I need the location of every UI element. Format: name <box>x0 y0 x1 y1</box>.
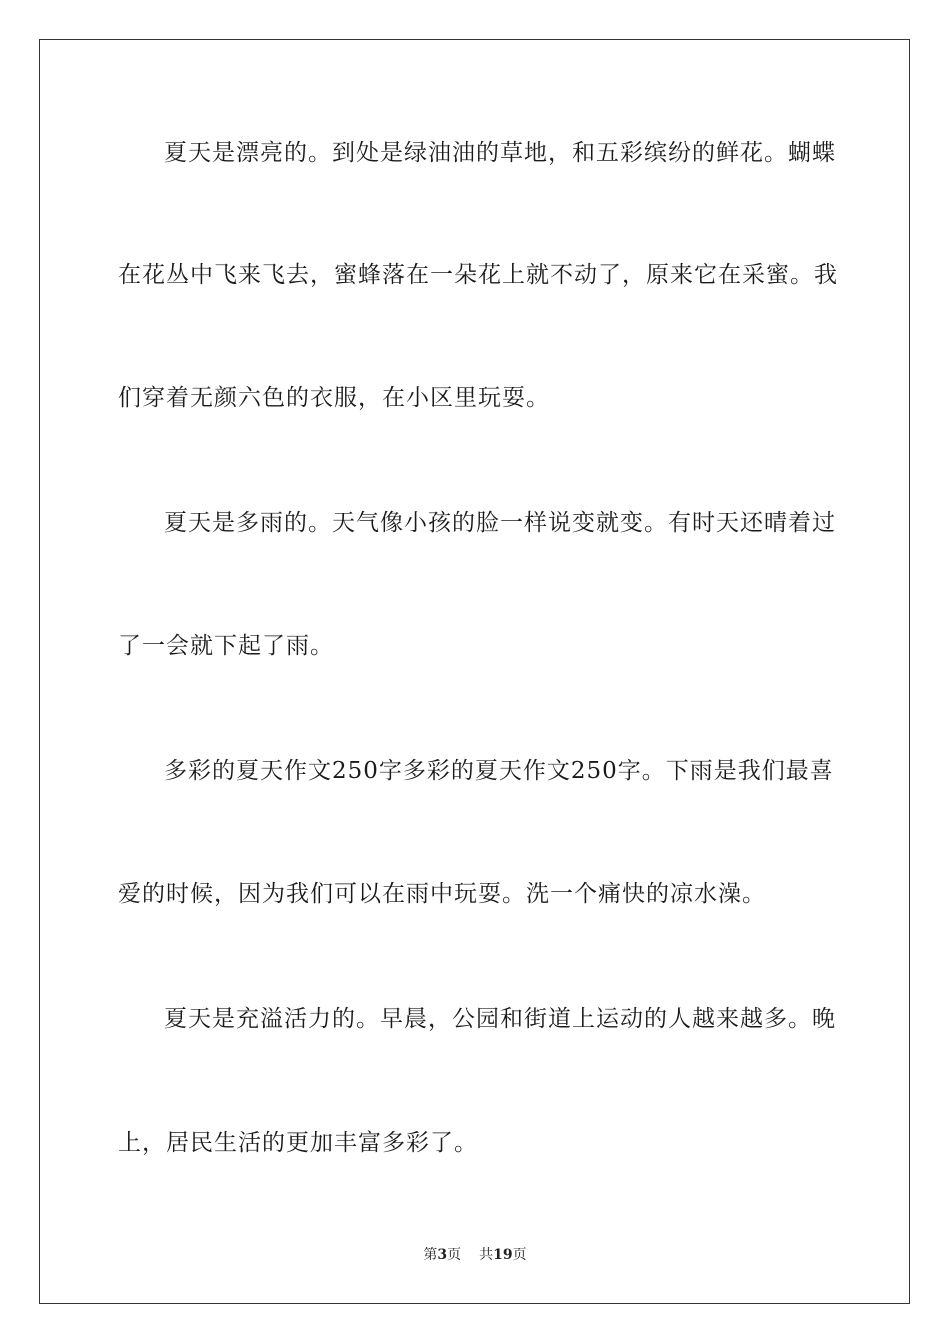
paragraph-1-line-3: 们穿着无颜六色的衣服，在小区里玩耍。 <box>118 385 550 411</box>
paragraph-1-line-2: 在花丛中飞来飞去，蜜蜂落在一朵花上就不动了，原来它在采蜜。我 <box>118 262 838 288</box>
paragraph-3-line-1: 多彩的夏天作文250字多彩的夏天作文250字。下雨是我们最喜 <box>164 758 834 784</box>
total-suffix: 页 <box>512 1247 527 1263</box>
paragraph-2-line-1: 夏天是多雨的。天气像小孩的脸一样说变就变。有时天还晴着过 <box>164 510 836 536</box>
current-page-number: 3 <box>437 1247 448 1263</box>
paragraph-1-line-1: 夏天是漂亮的。到处是绿油油的草地，和五彩缤纷的鲜花。蝴蝶 <box>164 140 836 166</box>
page-suffix: 页 <box>447 1247 462 1263</box>
page-footer <box>0 1245 950 1265</box>
paragraph-4-line-2: 上，居民生活的更加丰富多彩了。 <box>118 1130 478 1156</box>
paragraph-2-line-2: 了一会就下起了雨。 <box>118 633 334 659</box>
total-prefix: 共 <box>479 1247 494 1263</box>
paragraph-3-line-2: 爱的时候，因为我们可以在雨中玩耍。洗一个痛快的凉水澡。 <box>118 881 766 907</box>
page-border <box>39 39 910 1304</box>
total-page-count: 19 <box>493 1247 513 1263</box>
paragraph-4-line-1: 夏天是充溢活力的。早晨，公园和街道上运动的人越来越多。晚 <box>164 1006 836 1032</box>
page-prefix: 第 <box>423 1247 438 1263</box>
